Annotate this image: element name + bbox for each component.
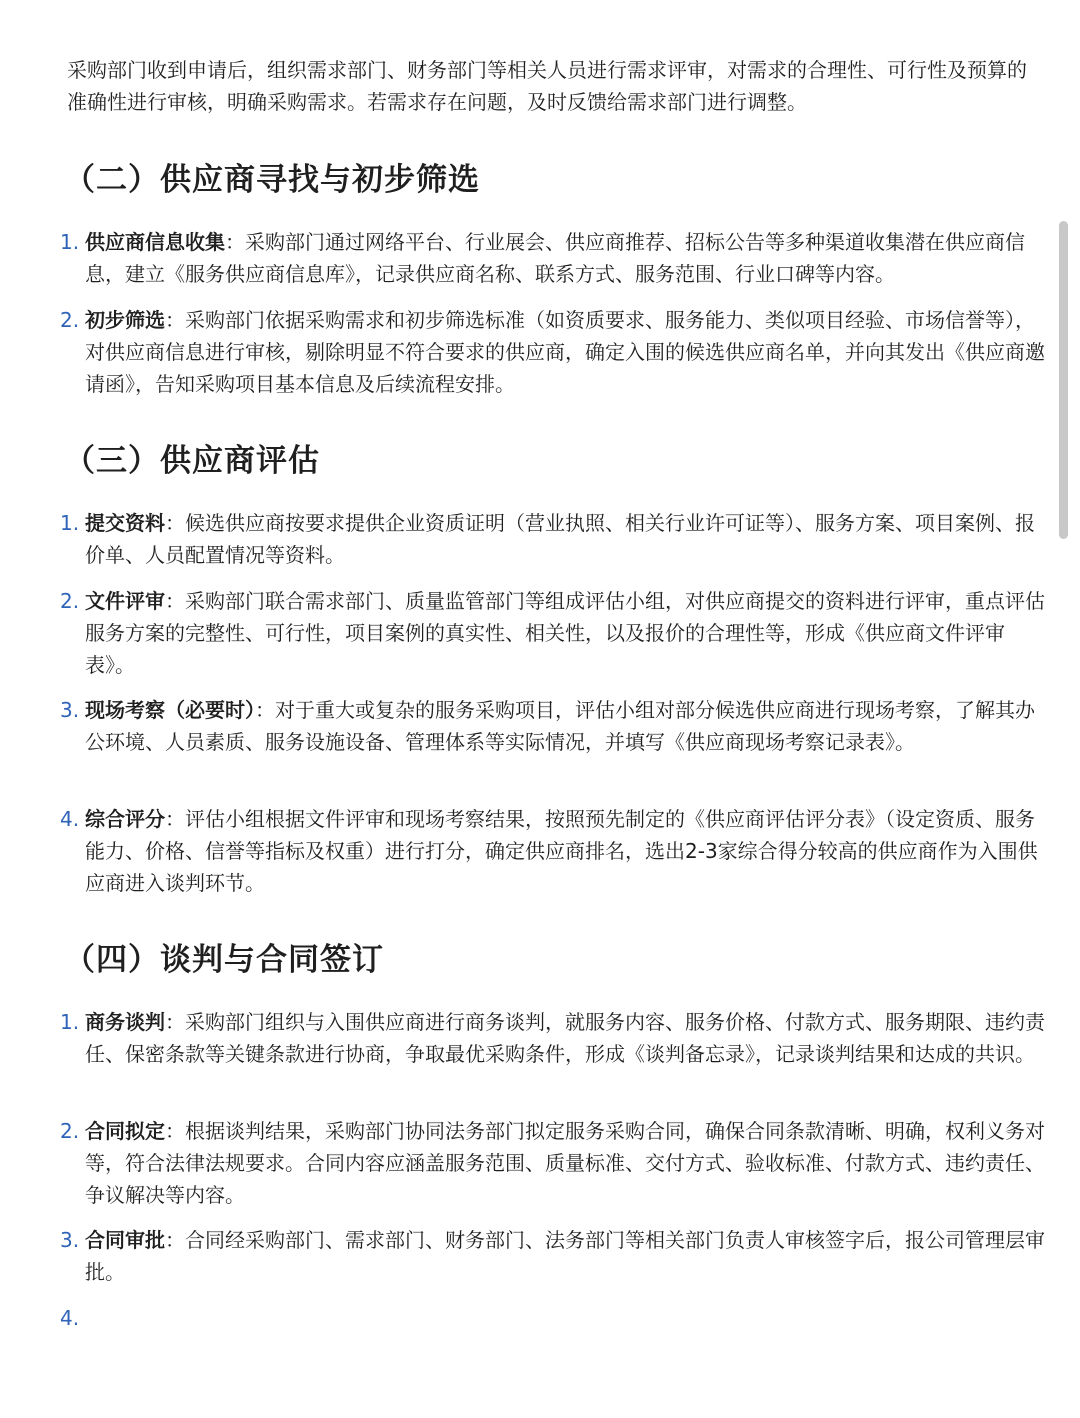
item-term: 商务谈判 [85, 1010, 165, 1034]
item-text: 采购部门联合需求部门、质量监管部门等组成评估小组，对供应商提交的资料进行评审，重点评估服务方案的完整性、可行性，项目案例的真实性、相关性，以及报价的合理性等，形成《供应商文件评审表》。 [85, 589, 1045, 677]
item-separator: ： [165, 511, 185, 535]
list-item [60, 226, 1050, 290]
item-term: 合同审批 [85, 1228, 165, 1252]
item-term: 初步筛选 [85, 308, 165, 332]
item-text: 采购部门通过网络平台、行业展会、供应商推荐、招标公告等多种渠道收集潜在供应商信息，建立《服务供应商信息库》，记录供应商名称、联系方式、服务范围、行业口碑等内容。 [85, 230, 1025, 286]
list-item [60, 585, 1050, 681]
item-separator: ： [165, 308, 185, 332]
list-item [60, 1302, 1050, 1334]
section-heading-supplier-evaluation: （三）供应商评估 [64, 443, 320, 479]
item-separator: ： [165, 1119, 185, 1143]
item-text: 合同经采购部门、需求部门、财务部门、法务部门等相关部门负责人审核签字后，报公司管理层审批。 [85, 1228, 1045, 1284]
item-text: 根据谈判结果，采购部门协同法务部门拟定服务采购合同，确保合同条款清晰、明确，权利义务对等，符合法律法规要求。合同内容应涵盖服务范围、质量标准、交付方式、验收标准、付款方式、违约责任、争议解决等内容。 [85, 1119, 1045, 1207]
item-text: 对于重大或复杂的服务采购项目，评估小组对部分候选供应商进行现场考察，了解其办公环境、人员素质、服务设施设备、管理体系等实际情况，并填写《供应商现场考察记录表》。 [85, 698, 1035, 754]
list-item [60, 803, 1050, 899]
item-text: 采购部门依据采购需求和初步筛选标准（如资质要求、服务能力、类似项目经验、市场信誉等），对供应商信息进行审核，剔除明显不符合要求的供应商，确定入围的候选供应商名单，并向其发出《供应商邀请函》，告知采购项目基本信息及后续流程安排。 [85, 308, 1045, 396]
list-number: 1. [60, 230, 80, 254]
item-text: 候选供应商按要求提供企业资质证明（营业执照、相关行业许可证等）、服务方案、项目案例、报价单、人员配置情况等资料。 [85, 511, 1035, 567]
item-text: 采购部门组织与入围供应商进行商务谈判，就服务内容、服务价格、付款方式、服务期限、违约责任、保密条款等关键条款进行协商，争取最优采购条件，形成《谈判备忘录》，记录谈判结果和达成的共识。 [85, 1010, 1045, 1066]
list-item [60, 1224, 1050, 1288]
item-term: 综合评分 [85, 807, 165, 831]
list-number: 1. [60, 511, 80, 535]
list-number: 3. [60, 698, 80, 722]
list-number: 1. [60, 1010, 80, 1034]
list-item [60, 1115, 1050, 1211]
list-number: 4. [60, 807, 80, 831]
section-heading-supplier-search: （二）供应商寻找与初步筛选 [64, 162, 480, 198]
item-separator: ： [225, 230, 245, 254]
list-number: 2. [60, 1119, 80, 1143]
list-item [60, 1006, 1050, 1070]
list-item [60, 507, 1050, 571]
list-number: 3. [60, 1228, 80, 1252]
item-separator: ： [165, 589, 185, 613]
list-item [60, 694, 1050, 758]
item-separator: ： [165, 1010, 185, 1034]
list-number: 4. [60, 1306, 80, 1330]
list-number: 2. [60, 589, 80, 613]
intro-paragraph: 采购部门收到申请后，组织需求部门、财务部门等相关人员进行需求评审，对需求的合理性、可行性及预算的准确性进行审核，明确采购需求。若需求存在问题，及时反馈给需求部门进行调整。 [67, 58, 1027, 114]
item-term: 现场考察（必要时） [85, 698, 255, 722]
list-item [60, 304, 1050, 400]
item-term: 文件评审 [85, 589, 165, 613]
item-separator: ： [165, 807, 185, 831]
item-separator: ： [255, 698, 275, 722]
list-number: 2. [60, 308, 80, 332]
section-heading-negotiation-contract: （四）谈判与合同签订 [64, 942, 384, 978]
item-term: 合同拟定 [85, 1119, 165, 1143]
item-term: 供应商信息收集 [85, 230, 225, 254]
item-text: 评估小组根据文件评审和现场考察结果，按照预先制定的《供应商评估评分表》（设定资质、服务能力、价格、信誉等指标及权重）进行打分，确定供应商排名，选出2-3家综合得分较高的供应商作为入围供应商进入谈判环节。 [85, 807, 1038, 895]
vertical-scrollbar[interactable] [1059, 221, 1068, 539]
item-separator: ： [165, 1228, 185, 1252]
item-term: 提交资料 [85, 511, 165, 535]
